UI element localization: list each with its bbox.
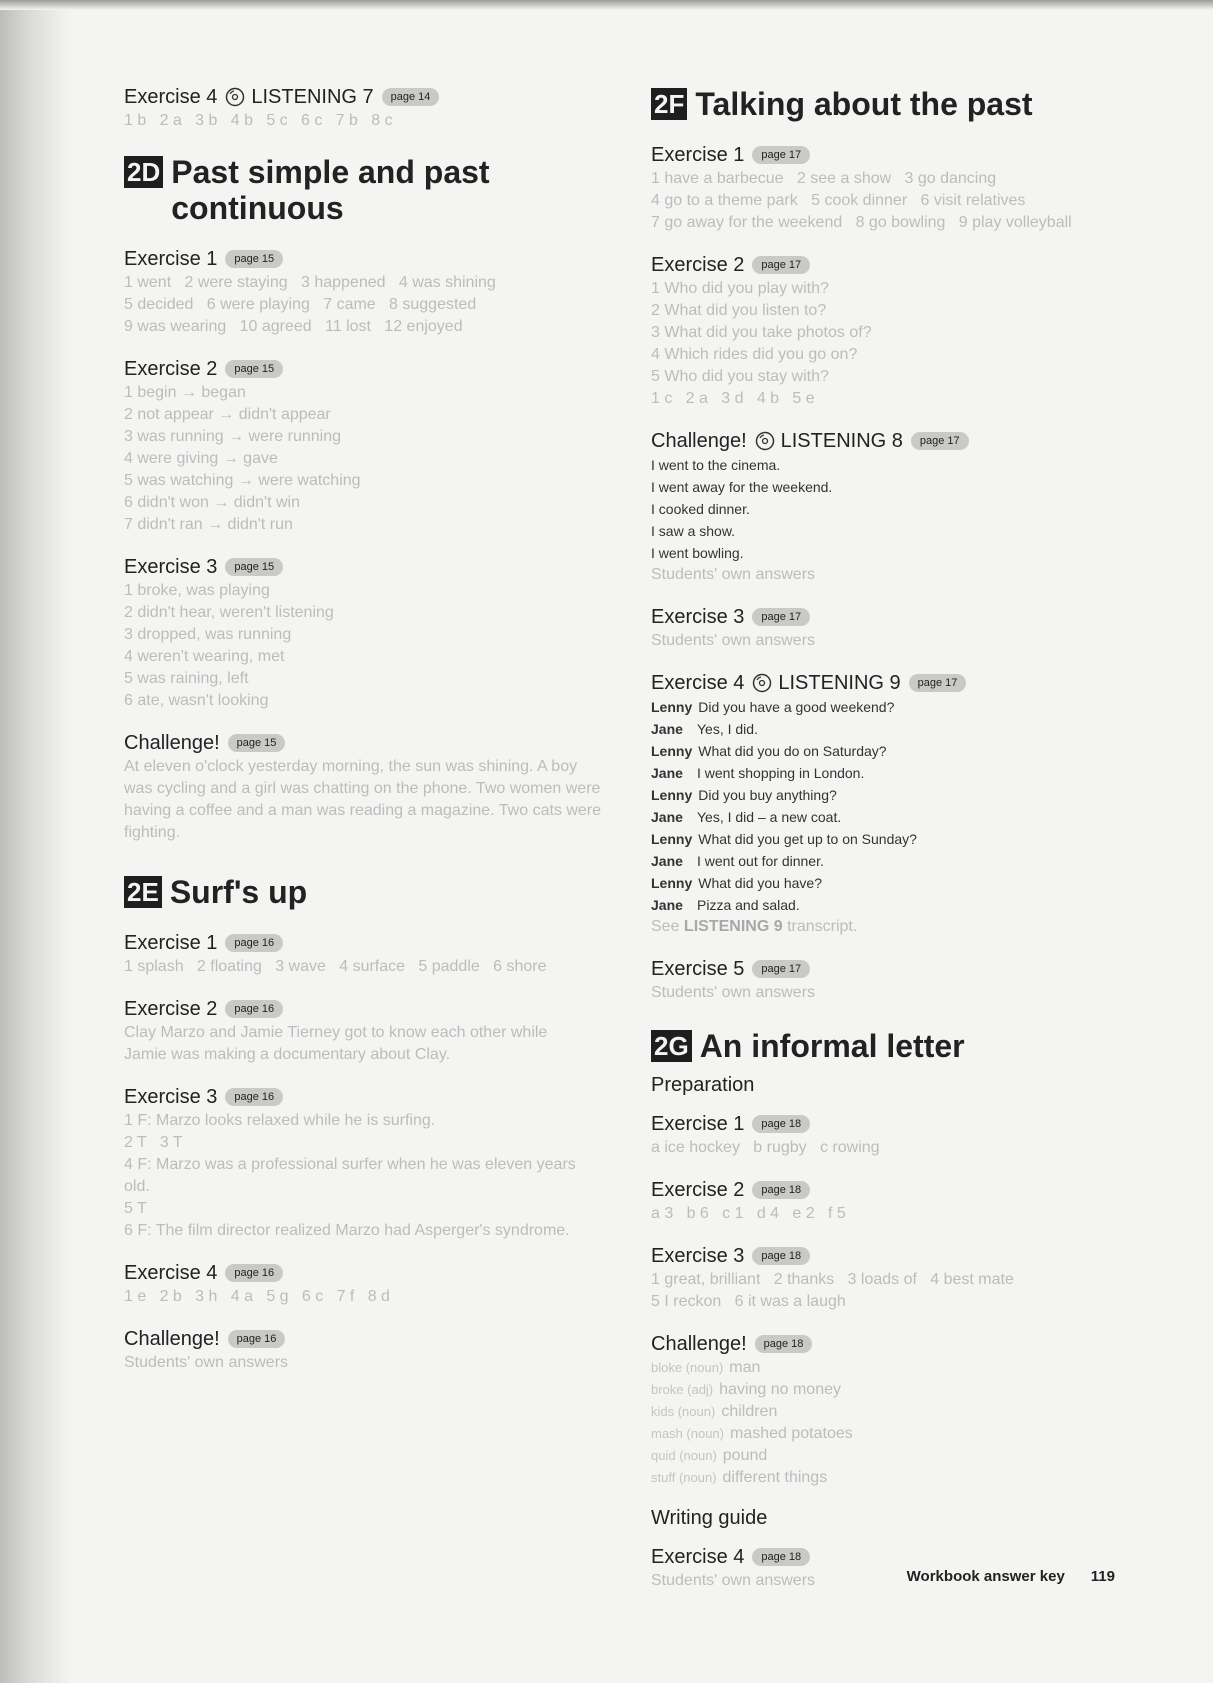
- section-title: Surf's up: [169, 874, 308, 910]
- line-text: What did you have?: [698, 875, 822, 891]
- page-reference: page 17: [752, 146, 810, 164]
- 2e-exercise-2: [124, 996, 624, 1066]
- answer-line: 4 go to a theme park 5 cook dinner 6 visit relatives: [651, 192, 1026, 209]
- left-column: [124, 84, 624, 1392]
- page-reference: page 16: [225, 1088, 283, 1106]
- right-column: [651, 80, 1131, 1610]
- answer-text: Students' own answers: [651, 632, 816, 649]
- exercise-label: Exercise 2: [651, 1179, 745, 1201]
- exercise-label: Exercise 3: [651, 1245, 745, 1267]
- 2f-exercise-2: [651, 252, 1131, 410]
- exercise-label: Exercise 2: [651, 254, 745, 276]
- page-reference: page 15: [228, 734, 286, 752]
- speaker: Lenny: [651, 787, 693, 803]
- dialog-line: [651, 762, 1131, 784]
- page-reference: page 15: [225, 250, 283, 268]
- cd-icon: [225, 87, 245, 107]
- dialog-line: [651, 806, 1131, 828]
- page-reference: page 15: [225, 360, 283, 378]
- answer-line: 2 not appear → didn't appear: [124, 406, 331, 423]
- answer-line: 6 ate, wasn't looking: [124, 692, 269, 709]
- page-reference: page 17: [909, 674, 967, 692]
- page-reference: page 17: [911, 432, 969, 450]
- speaker: Lenny: [651, 831, 693, 847]
- 2f-exercise-5: [651, 956, 1131, 1004]
- line-text: What did you get up to on Sunday?: [698, 831, 917, 847]
- exercise-label: Exercise 2: [124, 998, 218, 1020]
- exercise-label: Exercise 1: [124, 248, 218, 270]
- vocab-row: [651, 1467, 1131, 1489]
- listening-label: LISTENING 9: [778, 672, 901, 694]
- footer-label: Workbook answer key: [906, 1568, 1065, 1585]
- vocab-row: [651, 1423, 1131, 1445]
- dialog-line: [651, 740, 1131, 762]
- page-reference: page 14: [382, 88, 440, 106]
- 2e-exercise-4: [124, 1260, 624, 1308]
- speaker: Jane: [651, 721, 683, 737]
- answer-line: 1 went 2 were staying 3 happened 4 was shining: [124, 274, 496, 291]
- 2d-challenge: [124, 730, 624, 844]
- vocab-row: [651, 1379, 1131, 1401]
- 2g-exercise-2: [651, 1177, 1131, 1225]
- answer-line: 4 Which rides did you go on?: [651, 346, 858, 363]
- speaker: Lenny: [651, 699, 693, 715]
- dialog-line: [651, 828, 1131, 850]
- 2g-challenge: [651, 1331, 1131, 1489]
- vocab-meaning: man: [729, 1359, 761, 1376]
- answer-line: 5 decided 6 were playing 7 came 8 suggested: [124, 296, 477, 313]
- listening-label: LISTENING 8: [780, 430, 903, 452]
- answer-line: 7 didn't ran → didn't run: [124, 516, 293, 533]
- vocab-word: stuff (noun): [651, 1470, 717, 1485]
- page-reference: page 16: [225, 1000, 283, 1018]
- dialog-line: [651, 894, 1131, 916]
- answer-line: I cooked dinner.: [651, 501, 750, 517]
- answer-line: 5 was watching → were watching: [124, 472, 361, 489]
- answer-line: 4 were giving → gave: [124, 450, 278, 467]
- section-title: An informal letter: [699, 1028, 965, 1064]
- answer-line: 2 What did you listen to?: [651, 302, 827, 319]
- dialog-line: [651, 850, 1131, 872]
- 2d-exercise-3: [124, 554, 624, 712]
- line-text: Yes, I did.: [697, 721, 758, 737]
- answer-line: 6 didn't won → didn't win: [124, 494, 300, 511]
- answer-text: Students' own answers: [124, 1354, 289, 1371]
- page-reference: page 16: [225, 934, 283, 952]
- vocab-word: kids (noun): [651, 1404, 716, 1419]
- speaker: Jane: [651, 853, 683, 869]
- answer-text: Students' own answers: [651, 984, 816, 1001]
- vocab-meaning: having no money: [719, 1381, 841, 1398]
- answer-text: At eleven o'clock yesterday morning, the sun was shining. A boy was cycling and a girl was chatting on the phone. Two women were having a coffee and a man was reading a magazine. Two cats were fighting.: [124, 758, 602, 841]
- line-text: Pizza and salad.: [697, 897, 800, 913]
- exercise-label: Exercise 4: [124, 1262, 218, 1284]
- exercise-label: Exercise 1: [124, 932, 218, 954]
- section-2f-header: [651, 86, 1131, 122]
- answer-line: 5 Who did you stay with?: [651, 368, 829, 385]
- answer-text: Clay Marzo and Jamie Tierney got to know each other while Jamie was making a documentary about Clay.: [124, 1024, 548, 1063]
- answers: 1 splash 2 floating 3 wave 4 surface 5 paddle 6 shore: [124, 958, 547, 975]
- section-badge: 2G: [651, 1030, 692, 1062]
- listening-label: LISTENING 7: [251, 86, 374, 108]
- section-title: Past simple and past continuous: [171, 154, 490, 226]
- 2f-exercise-4: [651, 670, 1131, 938]
- vocab-row: [651, 1357, 1131, 1379]
- answer-text: Students' own answers: [651, 1572, 816, 1589]
- exercise-label: Exercise 5: [651, 958, 745, 980]
- page-shadow-top: [0, 0, 1213, 10]
- page-reference: page 18: [752, 1181, 810, 1199]
- exercise-label: Exercise 1: [651, 144, 745, 166]
- exercise-label: Challenge!: [651, 430, 747, 452]
- exercise-label: Exercise 4: [124, 86, 218, 108]
- line-text: Yes, I did – a new coat.: [697, 809, 842, 825]
- speaker: Jane: [651, 809, 683, 825]
- 2f-exercise-3: [651, 604, 1131, 652]
- answer-line: 2 didn't hear, weren't listening: [124, 604, 334, 621]
- answer-line: I went away for the weekend.: [651, 479, 833, 495]
- exercise-label: Exercise 1: [651, 1113, 745, 1135]
- dialog-line: [651, 696, 1131, 718]
- page-reference: page 16: [228, 1330, 286, 1348]
- answer-line: 7 go away for the weekend 8 go bowling 9 play volleyball: [651, 214, 1072, 231]
- answer-line: 1 have a barbecue 2 see a show 3 go dancing: [651, 170, 997, 187]
- vocab-word: bloke (noun): [651, 1360, 724, 1375]
- vocab-word: quid (noun): [651, 1448, 717, 1463]
- writing-guide-heading: Writing guide: [651, 1507, 768, 1529]
- answers: 1 e 2 b 3 h 4 a 5 g 6 c 7 f 8 d: [124, 1288, 390, 1305]
- page-reference: page 17: [752, 960, 810, 978]
- answer-line: 1 broke, was playing: [124, 582, 270, 599]
- vocab-row: [651, 1445, 1131, 1467]
- speaker: Jane: [651, 765, 683, 781]
- 2g-exercise-3: [651, 1243, 1131, 1313]
- cd-icon: [755, 431, 775, 451]
- page-reference: page 18: [752, 1115, 810, 1133]
- answer-line: 6 F: The film director realized Marzo had Asperger's syndrome.: [124, 1222, 570, 1239]
- exercise-label: Exercise 3: [124, 556, 218, 578]
- answer-line: I went bowling.: [651, 545, 744, 561]
- answer-line: 3 was running → were running: [124, 428, 342, 445]
- exercise-label: Exercise 3: [124, 1086, 218, 1108]
- exercise-label: Challenge!: [124, 732, 220, 754]
- answer-line: 4 weren't wearing, met: [124, 648, 285, 665]
- dialog-line: [651, 872, 1131, 894]
- answers: a 3 b 6 c 1 d 4 e 2 f 5: [651, 1205, 846, 1222]
- vocab-meaning: different things: [722, 1469, 828, 1486]
- 2e-challenge: [124, 1326, 624, 1374]
- answer-line: 1 begin → began: [124, 384, 246, 401]
- vocab-row: [651, 1401, 1131, 1423]
- answers: 1 b 2 a 3 b 4 b 5 c 6 c 7 b 8 c: [124, 112, 393, 129]
- speaker: Lenny: [651, 743, 693, 759]
- note-prefix: See: [651, 918, 680, 935]
- answer-line: 1 c 2 a 3 d 4 b 5 e: [651, 390, 815, 407]
- 2f-challenge: [651, 428, 1131, 586]
- note-suffix: transcript.: [787, 918, 858, 935]
- answer-note: Students' own answers: [651, 566, 816, 583]
- answer-line: I saw a show.: [651, 523, 736, 539]
- answer-line: 2 T 3 T: [124, 1134, 183, 1151]
- line-text: What did you do on Saturday?: [698, 743, 887, 759]
- section-badge: 2F: [651, 88, 687, 120]
- page-reference: page 17: [752, 256, 810, 274]
- vocab-meaning: children: [721, 1403, 778, 1420]
- vocab-word: broke (adj): [651, 1382, 714, 1397]
- section-2e-header: [124, 874, 624, 910]
- page-reference: page 16: [225, 1264, 283, 1282]
- answer-line: 1 Who did you play with?: [651, 280, 829, 297]
- page-shadow-left: [0, 0, 70, 1683]
- note-listening: LISTENING 9: [683, 918, 783, 935]
- section-badge: 2D: [124, 156, 163, 188]
- answer-line: 3 dropped, was running: [124, 626, 292, 643]
- section-badge: 2E: [124, 876, 162, 908]
- exercise-label: Exercise 3: [651, 606, 745, 628]
- exercise-label: Challenge!: [651, 1333, 747, 1355]
- exercise-label: Exercise 2: [124, 358, 218, 380]
- 2g-exercise-1: [651, 1111, 1131, 1159]
- speaker: Jane: [651, 897, 683, 913]
- page-footer: [907, 1568, 1115, 1585]
- section-title: Talking about the past: [695, 86, 1033, 122]
- answer-line: 1 F: Marzo looks relaxed while he is surfing.: [124, 1112, 436, 1129]
- vocab-meaning: pound: [722, 1447, 768, 1464]
- 2f-exercise-1: [651, 142, 1131, 234]
- 2e-exercise-1: [124, 930, 624, 978]
- exercise-label: Exercise 4: [651, 1546, 745, 1568]
- section-2g-header: [651, 1028, 1131, 1064]
- answer-line: 9 was wearing 10 agreed 11 lost 12 enjoyed: [124, 318, 463, 335]
- page-reference: page 18: [755, 1335, 813, 1353]
- dialog-line: [651, 718, 1131, 740]
- answer-line: 5 was raining, left: [124, 670, 249, 687]
- page-reference: page 18: [752, 1548, 810, 1566]
- 2e-exercise-3: [124, 1084, 624, 1242]
- cd-icon: [752, 673, 772, 693]
- vocab-word: mash (noun): [651, 1426, 724, 1441]
- line-text: I went shopping in London.: [697, 765, 865, 781]
- answers: a ice hockey b rugby c rowing: [651, 1139, 880, 1156]
- exercise-label: Challenge!: [124, 1328, 220, 1350]
- 2d-exercise-2: [124, 356, 624, 536]
- page-reference: page 15: [225, 558, 283, 576]
- speaker: Lenny: [651, 875, 693, 891]
- section-2d-header: [124, 154, 624, 226]
- answer-line: I went to the cinema.: [651, 457, 781, 473]
- 2d-exercise-1: [124, 246, 624, 338]
- answer-line: 3 What did you take photos of?: [651, 324, 872, 341]
- page-number: 119: [1090, 1568, 1115, 1585]
- page-reference: page 18: [752, 1247, 810, 1265]
- transcript-note: [651, 916, 1131, 938]
- answer-line: 4 F: Marzo was a professional surfer when he was eleven years old.: [124, 1156, 576, 1195]
- preparation-heading: Preparation: [651, 1074, 755, 1096]
- exercise-4-listening-7: [124, 84, 624, 132]
- answer-line: 1 great, brilliant 2 thanks 3 loads of 4 best mate: [651, 1271, 1014, 1288]
- page-reference: page 17: [752, 608, 810, 626]
- line-text: I went out for dinner.: [697, 853, 824, 869]
- answer-line: 5 T: [124, 1200, 147, 1217]
- line-text: Did you have a good weekend?: [698, 699, 895, 715]
- dialog-line: [651, 784, 1131, 806]
- vocab-meaning: mashed potatoes: [729, 1425, 853, 1442]
- line-text: Did you buy anything?: [698, 787, 837, 803]
- exercise-label: Exercise 4: [651, 672, 745, 694]
- answer-line: 5 I reckon 6 it was a laugh: [651, 1293, 846, 1310]
